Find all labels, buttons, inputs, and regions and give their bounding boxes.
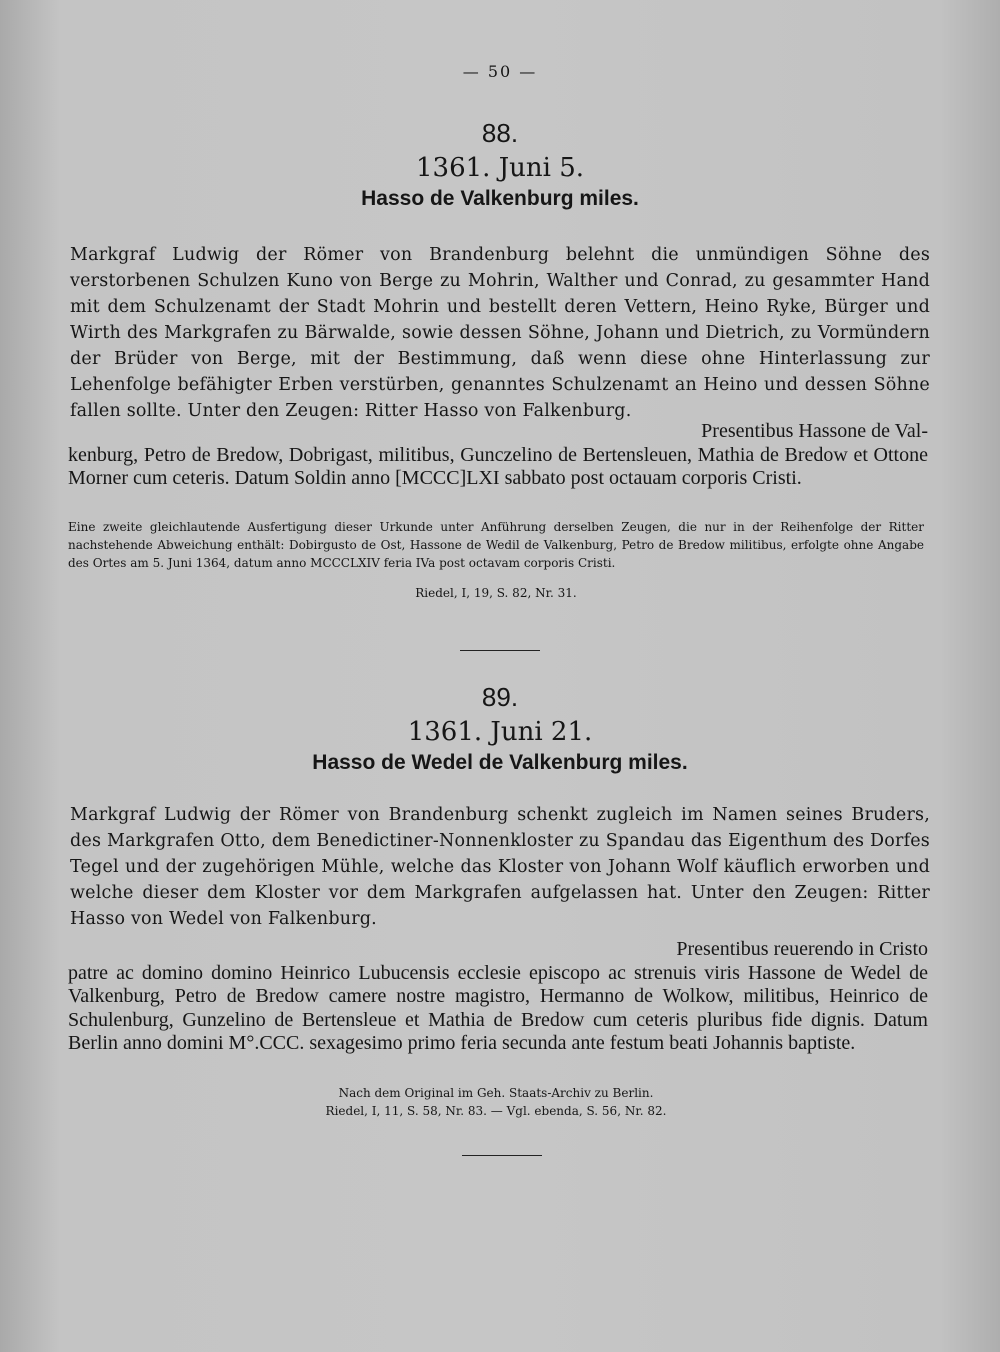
document-88-body: [0, 242, 1000, 424]
source-citation: Riedel, I, 11, S. 58, Nr. 83. — Vgl. ebenda, S. 56, Nr. 82.: [325, 1104, 667, 1118]
page-number: — 50 —: [462, 62, 538, 81]
german-summary: Markgraf Ludwig der Römer von Brandenburg belehnt die unmündigen Söhne des verstorbenen Schulzen Kuno von Berge zu Mohrin, Walther und Conrad, zu gesammter Hand mit dem Schulzenamt der Stadt Mohrin und bestellt deren Vettern, Heino Ryke, Bürger und Wirth des Markgrafen zu Bärwalde, sowie dessen Söhne, Johann und Dietrich, zu Vormündern der Brüder von Berge, mit der Bestimmung, daß wenn diese ohne Hinterlassung zur Lehenfolge befähigter Erben verstürben, genanntes Schulzenamt an Heino und dessen Söhne fallen sollte. Unter den Zeugen: Ritter Hasso von Falkenburg.: [70, 245, 930, 421]
document-title: Hasso de Wedel de Valkenburg miles.: [312, 751, 688, 774]
document-number: 89.: [481, 682, 519, 712]
footnote: Eine zweite gleichlautende Ausfertigung dieser Urkunde unter Anführung derselben Zeugen, die nur in der Reihenfolge der Ritter nachstehende Abweichung enthält: Dobirgusto de Ost, Hassone de Wedil de Valkenburg, Petro de Bredow militibus, erfolgte ohne Angabe des Ortes am 5. Juni 1364, datum anno MCCCLXIV feria IVa post octavam corporis Cristi.: [68, 520, 924, 570]
document-date: 1361. Juni 5.: [416, 153, 584, 183]
document-89-sources: [0, 1084, 1000, 1120]
document-88-note: [0, 518, 1000, 602]
latin-lead: Presentibus Hassone de Val-: [701, 420, 928, 442]
latin-text: patre ac domino domino Heinrico Lubucensis ecclesie episcopo ac strenuis viris Hassone de Wedel de Valkenburg, Petro de Bredow camere nostre magistro, Hermanno de Wolkow, militibus, Heinrico de Schulenburg, Gunzelino de Bertensleue et Mathia de Bredow cum ceteris pluribus fide dignis. Datum Berlin anno domini M°.CCC. sexagesimo primo feria secunda ante festum beati Johannis baptiste.: [68, 961, 928, 1054]
divider: [462, 1155, 542, 1156]
document-89-latin: [0, 938, 1000, 1056]
divider: [460, 650, 540, 651]
source-citation: Nach dem Original im Geh. Staats-Archiv zu Berlin.: [338, 1086, 654, 1100]
document-89: [0, 682, 1000, 775]
german-summary: Markgraf Ludwig der Römer von Brandenburg schenkt zugleich im Namen seines Bruders, des Markgrafen Otto, dem Benedictiner-Nonnenkloster zu Spandau das Eigenthum des Dorfes Tegel und der zugehörigen Mühle, welche das Kloster von Johann Wolf käuflich erworben und welche dieser dem Kloster vor dem Markgrafen aufgelassen hat. Unter den Zeugen: Ritter Hasso von Wedel von Falkenburg.: [70, 805, 930, 929]
document-date: 1361. Juni 21.: [407, 717, 593, 747]
document-88: [0, 118, 1000, 211]
latin-text: kenburg, Petro de Bredow, Dobrigast, militibus, Gunczelino de Bertensleuen, Mathia de Bredow et Ottone Morner cum ceteris. Datum Soldin anno [MCCC]LXI sabbato post octauam corporis Cristi.: [68, 443, 928, 489]
source-citation: Riedel, I, 19, S. 82, Nr. 31.: [415, 586, 577, 600]
document-title: Hasso de Valkenburg miles.: [361, 187, 639, 210]
document-number: 88.: [481, 118, 519, 148]
latin-lead: Presentibus reuerendo in Cristo: [676, 938, 928, 960]
document-89-body: [0, 802, 1000, 932]
document-88-latin: [0, 420, 1000, 491]
